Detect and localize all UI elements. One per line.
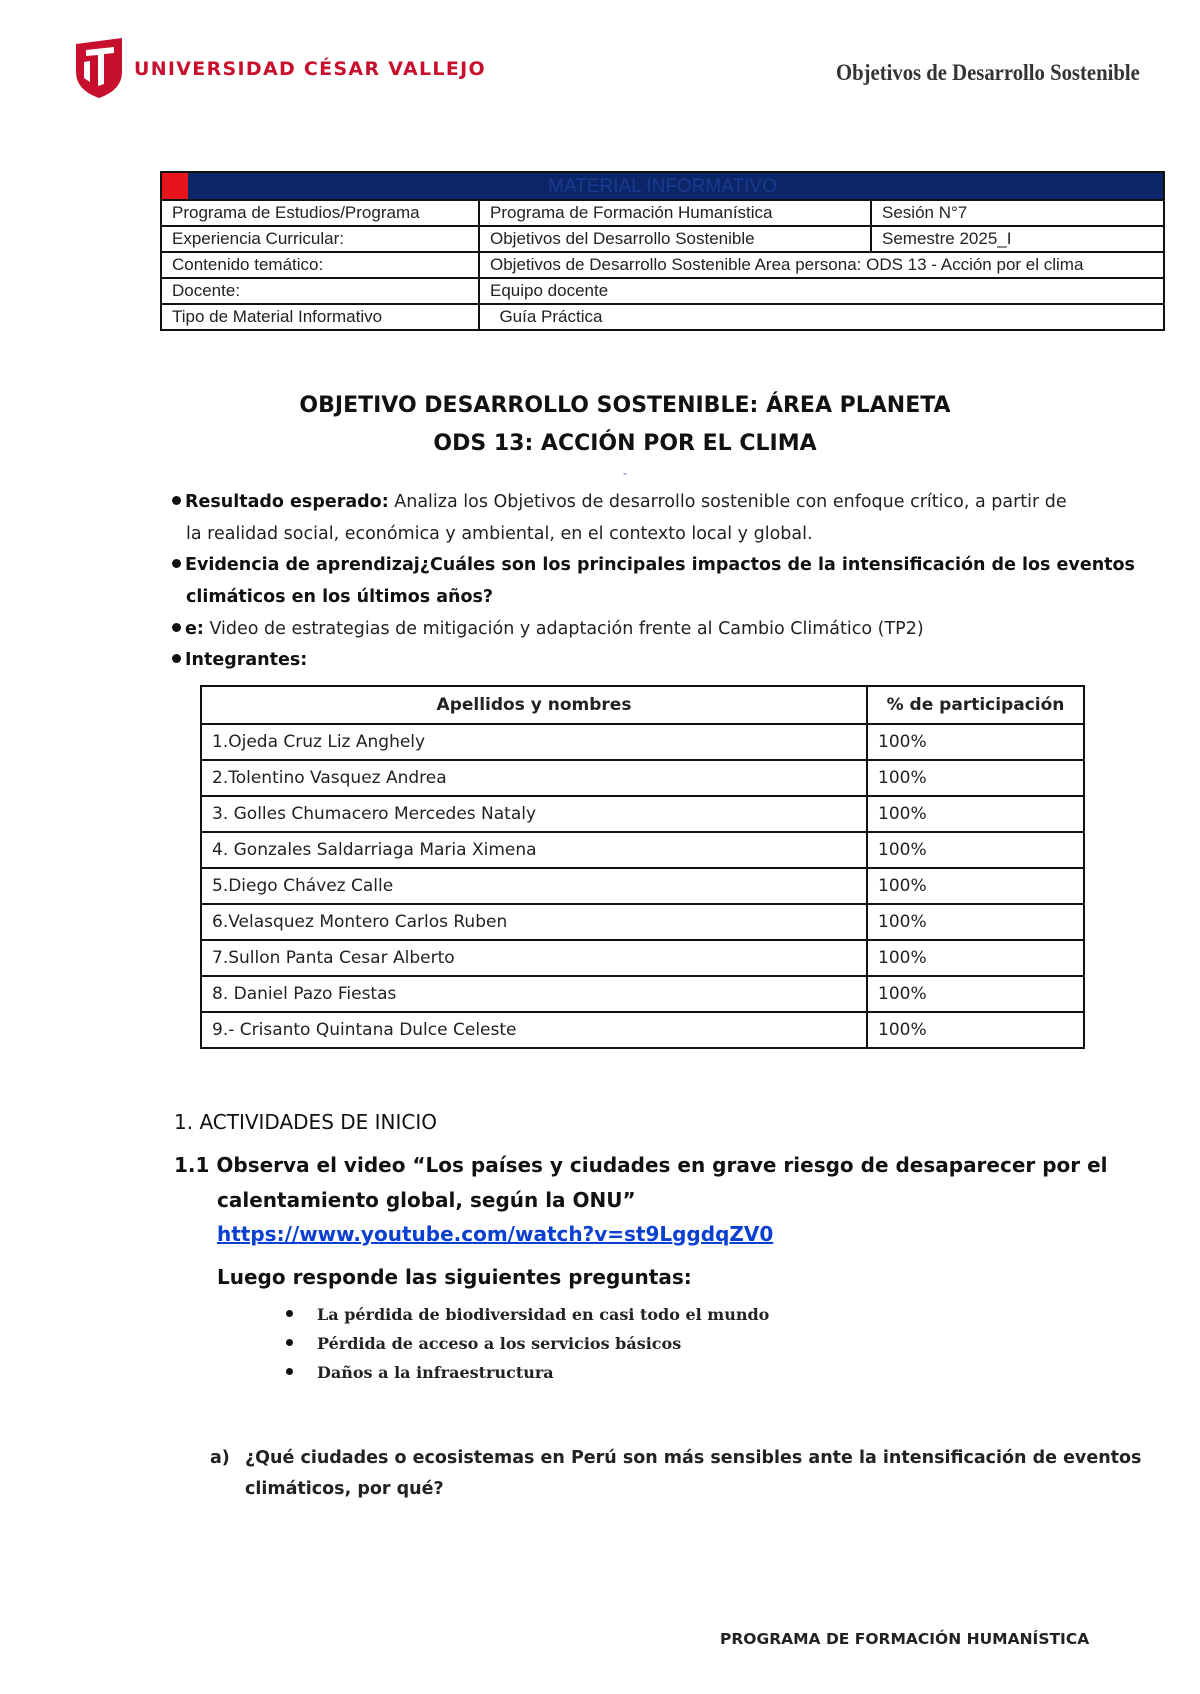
info-cell: Programa de Estudios/Programa [161, 200, 479, 226]
col-pct-header: % de participación [867, 686, 1084, 724]
bullet-evidencia [172, 549, 1135, 581]
bullet-resultado [172, 486, 1067, 518]
member-participation: 100% [867, 868, 1084, 904]
member-participation: 100% [867, 832, 1084, 868]
list-item [286, 1305, 769, 1334]
col-name-header: Apellidos y nombres [201, 686, 867, 724]
table-row [201, 904, 1084, 940]
question-a-label: a) [210, 1448, 230, 1468]
member-name: 7.Sullon Panta Cesar Alberto [201, 940, 867, 976]
bullet-evidencia-cont [186, 581, 493, 613]
info-cell: Semestre 2025_I [871, 226, 1164, 252]
bullet-icon [286, 1368, 293, 1375]
sub-title: ODS 13: ACCIÓN POR EL CLIMA [433, 431, 817, 456]
info-row [161, 278, 1164, 304]
member-name: 2.Tolentino Vasquez Andrea [201, 760, 867, 796]
bullet-icon [286, 1310, 293, 1317]
info-cell: Programa de Formación Humanística [479, 200, 871, 226]
table-row [201, 796, 1084, 832]
list-item-text: La pérdida de biodiversidad en casi todo el mundo [317, 1305, 770, 1324]
university-name: UNIVERSIDAD CÉSAR VALLEJO [134, 58, 486, 80]
bullet-icon [172, 623, 181, 632]
member-name: 8. Daniel Pazo Fiestas [201, 976, 867, 1012]
bullet-text: Evidencia de aprendizaj¿Cuáles son los principales impactos de la intensificación de los eventos [185, 555, 1135, 575]
page-footer: PROGRAMA DE FORMACIÓN HUMANÍSTICA [720, 1630, 1090, 1648]
info-cell: Objetivos del Desarrollo Sostenible [479, 226, 871, 252]
info-cell: Sesión N°7 [871, 200, 1164, 226]
info-row [161, 252, 1164, 278]
info-row [161, 304, 1164, 330]
info-cell: Experiencia Curricular: [161, 226, 479, 252]
member-participation: 100% [867, 760, 1084, 796]
table-row [201, 940, 1084, 976]
table-row [201, 832, 1084, 868]
bullet-e [172, 613, 924, 645]
list-item [286, 1363, 769, 1392]
info-cell: Tipo de Material Informativo [161, 304, 479, 330]
bullet-text: Video de estrategias de mitigación y adaptación frente al Cambio Climático (TP2) [203, 619, 924, 639]
youtube-link[interactable]: https://www.youtube.com/watch?v=st9LggdqZV0 [217, 1222, 774, 1246]
question-a-cont: climáticos, por qué? [245, 1479, 444, 1499]
info-row [161, 200, 1164, 226]
header-document-title: Objetivos de Desarrollo Sostenible [836, 60, 1140, 85]
table-row [201, 724, 1084, 760]
member-participation: 100% [867, 796, 1084, 832]
list-item-text: Daños a la infraestructura [317, 1363, 554, 1382]
main-title: OBJETIVO DESARROLLO SOSTENIBLE: ÁREA PLANETA [299, 393, 951, 418]
members-table [200, 685, 1085, 1049]
bullet-text: climáticos en los últimos años? [186, 587, 494, 607]
material-info-table [160, 171, 1165, 331]
bullet-icon [172, 496, 181, 505]
bullet-resultado-cont: la realidad social, económica y ambiental, en el contexto local y global. [186, 524, 813, 544]
bullet-icon [286, 1339, 293, 1346]
activity-1-1: 1.1 Observa el video “Los países y ciudades en grave riesgo de desaparecer por el [174, 1153, 1108, 1177]
info-cell: Guía Práctica [479, 304, 1164, 330]
member-name: 6.Velasquez Montero Carlos Ruben [201, 904, 867, 940]
member-participation: 100% [867, 904, 1084, 940]
respond-instruction: Luego responde las siguientes preguntas: [217, 1265, 692, 1289]
bullet-icon [172, 654, 181, 663]
member-participation: 100% [867, 724, 1084, 760]
university-logo-icon [74, 38, 124, 98]
info-table-heading: MATERIAL INFORMATIVO [548, 176, 777, 197]
bullet-icon [172, 559, 181, 568]
dash-mark: - [623, 466, 627, 480]
section-heading: 1. ACTIVIDADES DE INICIO [174, 1110, 438, 1134]
member-participation: 100% [867, 1012, 1084, 1048]
table-row [201, 868, 1084, 904]
activity-1-1-cont: calentamiento global, según la ONU” [217, 1188, 636, 1212]
info-table-heading-row [161, 172, 1164, 200]
member-name: 4. Gonzales Saldarriaga Maria Ximena [201, 832, 867, 868]
question-a: ¿Qué ciudades o ecosistemas en Perú son más sensibles ante la intensificación de eventos [245, 1448, 1142, 1468]
bullet-label: e: [185, 619, 204, 639]
info-cell: Contenido temático: [161, 252, 479, 278]
impact-points-list [286, 1305, 769, 1392]
list-item [286, 1334, 769, 1363]
info-cell: Docente: [161, 278, 479, 304]
member-name: 3. Golles Chumacero Mercedes Nataly [201, 796, 867, 832]
member-participation: 100% [867, 940, 1084, 976]
bullet-text: Analiza los Objetivos de desarrollo sostenible con enfoque crítico, a partir de [388, 492, 1067, 512]
members-header-row [201, 686, 1084, 724]
info-cell: Objetivos de Desarrollo Sostenible Area persona: ODS 13 - Acción por el clima [479, 252, 1164, 278]
member-participation: 100% [867, 976, 1084, 1012]
info-cell: Equipo docente [479, 278, 1164, 304]
table-row [201, 1012, 1084, 1048]
bullet-label: Resultado esperado: [185, 492, 389, 512]
member-name: 1.Ojeda Cruz Liz Anghely [201, 724, 867, 760]
list-item-text: Pérdida de acceso a los servicios básicos [317, 1334, 682, 1353]
table-row [201, 760, 1084, 796]
bullet-text: Integrantes: [185, 650, 308, 670]
bullet-integrantes [172, 644, 307, 676]
info-row [161, 226, 1164, 252]
member-name: 5.Diego Chávez Calle [201, 868, 867, 904]
member-name: 9.- Crisanto Quintana Dulce Celeste [201, 1012, 867, 1048]
table-row [201, 976, 1084, 1012]
